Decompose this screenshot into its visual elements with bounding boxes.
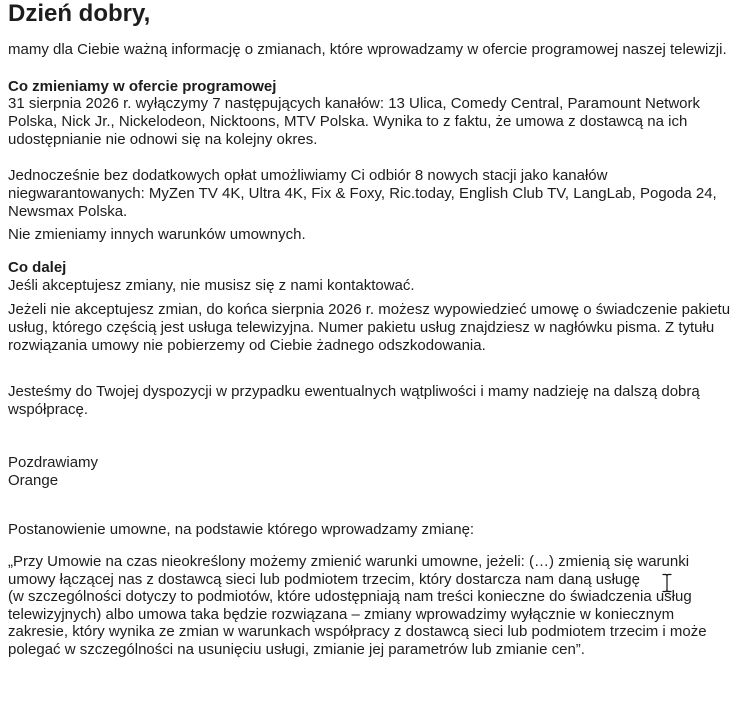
intro-paragraph: mamy dla Ciebie ważną informację o zmianach, które wprowadzamy w ofercie programowej naszej telewizji.: [8, 41, 727, 58]
next-steps-heading: Co dalej: [8, 259, 67, 276]
paragraph-line: usług, którego częścią jest usługa telewizyjna. Numer pakietu usług znajdziesz w nagłówku pisma. Z tytułu: [8, 319, 715, 336]
i-beam-cursor-icon: [661, 573, 673, 593]
accept-paragraph: Jeśli akceptujesz zmiany, nie musisz się z nami kontaktować.: [8, 277, 415, 294]
signature-block: [8, 454, 98, 490]
quote-line: zakresie, który wynika ze zmian w warunkach współpracy z dostawcą sieci lub podmiotem trzecim i może: [8, 623, 707, 640]
paragraph-line: Polska, Nick Jr., Nickelodeon, Nicktoons, MTV Polska. Wynika to z faktu, że umowa z dostawcą na ich: [8, 113, 688, 130]
paragraph-line: 31 sierpnia 2026 r. wyłączymy 7 następujących kanałów: 13 Ulica, Comedy Central, Paramount Network: [8, 95, 700, 112]
quote-line: (w szczególności dotyczy to podmiotów, które udostępniają nam treści konieczne do świadczenia usług: [8, 588, 692, 605]
paragraph-line: współpracę.: [8, 401, 89, 418]
paragraph-line: rozwiązania umowy nie pobierzemy od Ciebie żadnego odszkodowania.: [8, 337, 486, 354]
clause-quote: [8, 553, 707, 658]
quote-line: „Przy Umowie na czas nieokreślony możemy zmienić warunki umowne, jeżeli: (…) zmienią się warunki: [8, 553, 690, 570]
changes-heading: Co zmieniamy w ofercie programowej: [8, 78, 277, 95]
paragraph-line: niegwarantowanych: MyZen TV 4K, Ultra 4K, Fix & Foxy, Ric.today, English Club TV, LangLab, Pogoda 24,: [8, 185, 717, 202]
sender-name: Orange: [8, 472, 59, 489]
greeting-heading: Dzień dobry,: [8, 0, 151, 27]
no-other-changes-paragraph: Nie zmieniamy innych warunków umownych.: [8, 226, 306, 243]
paragraph-line: Jeżeli nie akceptujesz zmian, do końca sierpnia 2026 r. możesz wypowiedzieć umowę o świadczenie pakietu: [8, 301, 731, 318]
paragraph-line: udostępnianie nie odnowi się na kolejny okres.: [8, 131, 318, 148]
quote-line: umowy łączącej nas z dostawcą sieci lub podmiotem trzecim, który dostarcza nam daną usługę: [8, 570, 640, 588]
added-channels-paragraph: [8, 167, 717, 221]
paragraph-line: Jesteśmy do Twojej dyspozycji w przypadku ewentualnych wątpliwości i mamy nadzieję na dalszą dobrą: [8, 383, 700, 400]
quote-line: telewizyjnych) albo umowa taka będzie rozwiązana – zmiany wprowadzimy wyłącznie w koniecznym: [8, 605, 675, 623]
closing-paragraph: [8, 383, 700, 419]
salutation: Pozdrawiamy: [8, 454, 99, 471]
removed-channels-paragraph: [8, 95, 700, 149]
quote-line: polegać w szczególności na usunięciu usługi, zmianie jej parametrów lub zmianie cen”.: [8, 640, 585, 658]
paragraph-line: Newsmax Polska.: [8, 203, 128, 220]
reject-paragraph: [8, 301, 730, 355]
paragraph-line: Jednocześnie bez dodatkowych opłat umożliwiamy Ci odbiór 8 nowych stacji jako kanałów: [8, 167, 608, 184]
clause-intro: Postanowienie umowne, na podstawie którego wprowadzamy zmianę:: [8, 521, 475, 538]
